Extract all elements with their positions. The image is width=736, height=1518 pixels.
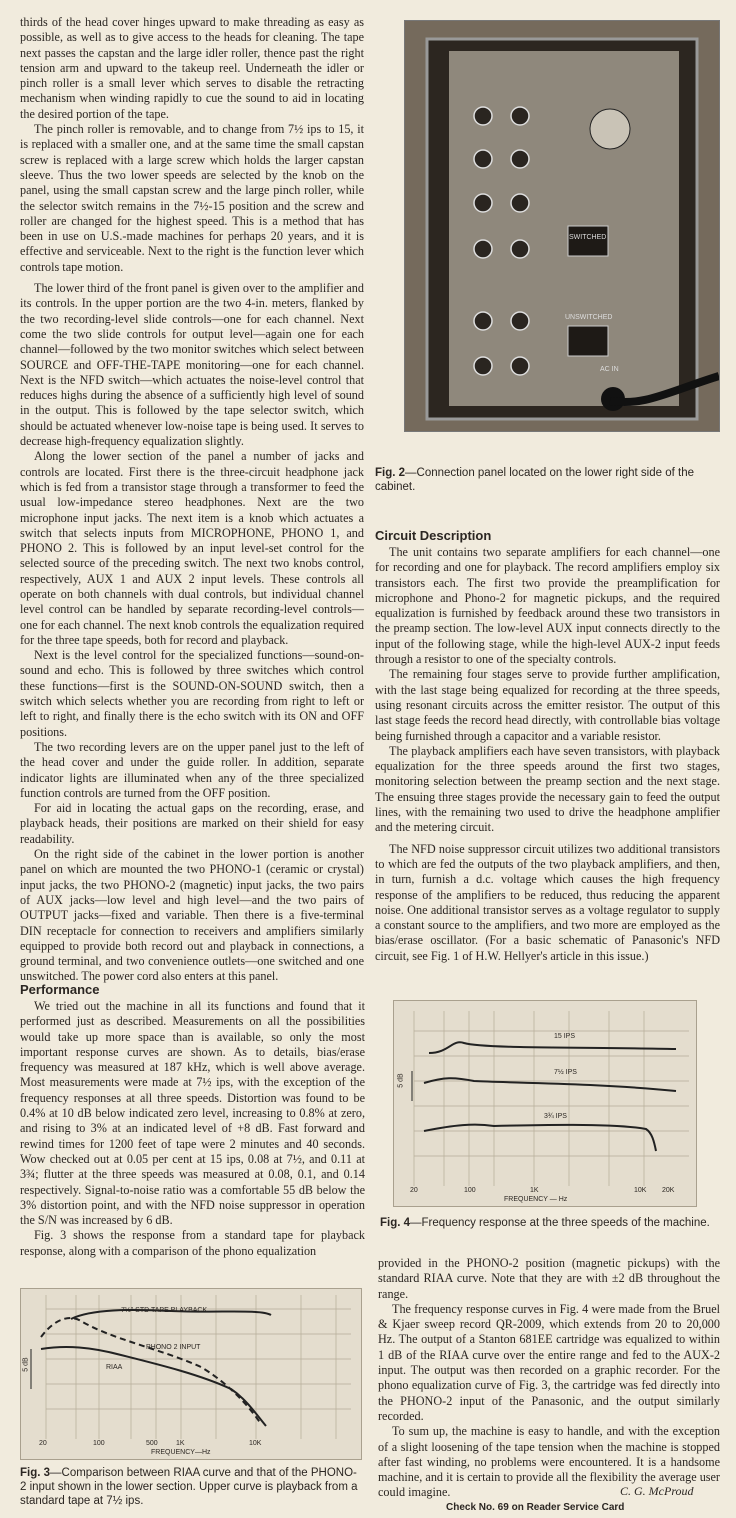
connection-panel-image: [405, 21, 719, 431]
left-column-text: [20, 15, 364, 985]
curve-3-75ips: [424, 1125, 656, 1151]
x-tick-100: 100: [93, 1440, 105, 1447]
paragraph: The remaining four stages serve to provide further amplification, with the last stage being equalized for recording at the three speeds, using resonant circuits across the emitter resistor. The output of this last stage feeds the record head directly, with controllable bias voltage being furnished through a capacitor and a variable resistor.: [375, 667, 720, 743]
fig3-plot: [21, 1289, 361, 1459]
fig4-caption: [380, 1216, 720, 1230]
paragraph: The two recording levers are on the upper panel just to the left of the head cover and under the guide roller. In addition, separate indicator lights are illuminated when any of the three specialized function controls are turned from the OFF position.: [20, 739, 364, 800]
fig4-graph: [393, 1000, 697, 1207]
curve-label-7-5ips: 7½ IPS: [554, 1069, 577, 1076]
right-bottom-text: [378, 1256, 720, 1501]
x-tick-20: 20: [39, 1440, 47, 1447]
x-tick-500: 500: [146, 1440, 158, 1447]
paragraph: The playback amplifiers each have seven transistors, with playback equalization for the three speeds around the first two stages, monitoring selection between the preamp section and the next stage. The ensuing three stages provide the necessary gain to feed the output lines, with the remaining two used to drive the headphone amplifier and the metering circuit.: [375, 743, 720, 835]
fig2-caption: [375, 466, 719, 494]
service-card-note: Check No. 69 on Reader Service Card: [446, 1502, 625, 1513]
paragraph: The lower third of the front panel is given over to the amplifier and its controls. In the upper portion are the two 4-in. meters, flanked by the two recording-level slide controls—one for each channel. Next come the two slide controls for output level—again one for each channel—followed by the two monitor switches which select between SOURCE and OFF-THE-TAPE monitoring—one for each channel. Next is the NFD switch—which actuates the noise-level control that reduces highs during the absence of a sufficiently high level of sound in the output. This is followed by the tape selector switch, which should be actuated whenever low-noise tape is being used. It serves to decrease high-frequency equalization slightly.: [20, 281, 364, 449]
curve-7-5ips: [424, 1078, 676, 1091]
paragraph: provided in the PHONO-2 position (magnetic pickups) with the standard RIAA curve. Note that they are with ±2 dB throughout the range.: [378, 1256, 720, 1301]
paragraph: Next is the level control for the specialized functions—sound-on-sound and echo. This is followed by three switches which control these functions—first is the SOUND-ON-SOUND switch, then a switch which selects whether you are recording from right to left or left to right, and finally there is the echo switch with its ON and OFF positions.: [20, 648, 364, 739]
paragraph: thirds of the head cover hinges upward to make threading as easy as possible, as well as to give access to the heads for cleaning. The tape next passes the capstan and the large idler roller, thence past the right tension arm and upward to the takeup reel. Underneath the idler or pinch roller is a small lever which serves to disable the retracting mechanism when winding rapidly to cue the sound to aid in locating the desired portion of the tape.: [20, 15, 364, 121]
paragraph: Fig. 3 shows the response from a standard tape for playback response, along with a comparison of the phono equalization: [20, 1228, 365, 1258]
curve-15ips: [429, 1042, 676, 1053]
x-tick-100: 100: [464, 1187, 476, 1194]
paragraph: The frequency response curves in Fig. 4 were made from the Bruel & Kjaer sweep record QR-2009, which extends from 20 to 20,000 Hz. The output of a Stanton 681EE cartridge was equalized to within 1 dB of the RIAA curve over the entire range and fed to the AUX-2 input. The output was then recorded on a graphic recorder. For the phono equalization curve of Fig. 3, the cartridge was fed directly into the PHONO-2 input of the Panasonic, and the output similarly recorded.: [378, 1301, 720, 1423]
circuit-heading: Circuit Description: [375, 528, 492, 543]
circuit-section: [375, 528, 720, 964]
fig2-photo: [404, 20, 720, 432]
paragraph: We tried out the machine in all its functions and found that it performed just as described. Measurements on all the possibilities would take up more space than is available, so only the most important response curves are shown. As to details, bias/erase frequency was measured at 187 kHz, which is well above average. Most measurements were made at 7½ ips, with the exception of the frequency responses at all three speeds. Distortion was found to be 0.4% at 10 dB below indicated zero level, increasing to 0.8% at zero, and rising to 3% at an indicated level of +8 dB. Fast forward and rewind times for 1200 feet of tape were 2 minutes and 40 seconds. Wow checked out at 0.05 per cent at 15 ips, 0.08 at 7½, and 0.11 at 3¾; flutter at the three speeds was measured at 0.08, 0.1, and 0.14 respectively. Signal-to-noise ratio was a comfortable 55 dB below the 3% distortion point, and with the NFD noise suppressor in operation the S/N was increased by 6 dB.: [20, 999, 365, 1228]
panel-label-ac-in: AC IN: [600, 366, 619, 373]
signature: C. G. McProud: [620, 1484, 694, 1498]
x-tick-10k: 10K: [634, 1187, 647, 1194]
paragraph: The NFD noise suppressor circuit utilizes two additional transistors to which are fed the outputs of the two playback amplifiers, and then, in turn, furnish a d.c. voltage which causes the high frequency response of the amplifiers to be reduced, thus reducing the apparent noise. One additional transistor serves as a voltage regulator to supply a constant source to the amplifiers, and two more are employed as the bias/erase oscillator. (For a basic schematic of Panasonic's NFD circuit, see Fig. 1 of H.W. Hellyer's article in this issue.): [375, 841, 720, 963]
performance-section: [20, 982, 365, 1259]
paragraph: The pinch roller is removable, and to change from 7½ ips to 15, it is replaced with a smaller one, and at the same time the small capstan screw is replaced with a large screw which holds the larger capstan sleeve. Thus the two lower speeds are selected by the knob on the panel, using the small capstan screw and the large pinch roller, while the selector switch remains in the 7½-15 position and the screw and roller are changed for the highest speed. This is a method that has been in use on U.S.-made machines for perhaps 20 years, and it is effective and serviceable. Next to the right is the function lever which controls tape motion.: [20, 122, 364, 274]
curve-label-phono2: PHONO 2 INPUT: [146, 1344, 201, 1351]
x-tick-1k: 1K: [530, 1187, 539, 1194]
fig4-plot: [394, 1001, 696, 1206]
curve-label-3-75ips: 3¾ IPS: [544, 1113, 567, 1120]
fig3-graph: [20, 1288, 362, 1460]
performance-heading: Performance: [20, 982, 100, 997]
paragraph: The unit contains two separate amplifiers for each channel—one for recording and one for playback. The record amplifiers employ six transistors each. The first two provide the preamplification for microphone and Phono-2 for magnetic pickups, and the required equalization is furnished by feedback around these two transistors in the preamp section. The low-level AUX input connects directly to the input of the following stage, while the high-level AUX-2 input feeds through a resistor to one of the specialty controls.: [375, 545, 720, 667]
fig4-label: Fig. 4: [380, 1217, 411, 1229]
curve-label-riaa: RIAA: [106, 1364, 123, 1371]
fig3-label: Fig. 3: [20, 1467, 51, 1479]
x-tick-10k: 10K: [249, 1440, 262, 1447]
fig4-caption-text: —Frequency response at the three speeds of the machine.: [410, 1217, 710, 1229]
fig2-label: Fig. 2: [375, 467, 406, 479]
fig3-caption-text: —Comparison between RIAA curve and that of the PHONO-2 input shown in the lower section. Upper curve is playback from a standard tape at 7½ ips.: [20, 1467, 358, 1507]
x-tick-20: 20: [410, 1187, 418, 1194]
paragraph: On the right side of the cabinet in the lower portion is another panel on which are mounted the two PHONO-1 (ceramic or crystal) input jacks, the two PHONO-2 (magnetic) input jacks, the two pairs of AUX jacks—low level and high level—and the two pairs of OUTPUT jacks—fixed and variable. Then there is a five-terminal DIN receptacle for connection to receivers and amplifiers similarly equipped to provide both record out and playback in connections, a ground terminal, and two convenience outlets—one switched and one unswitched. The power cord also enters at this panel.: [20, 847, 364, 984]
x-axis-label: FREQUENCY—Hz: [151, 1449, 211, 1456]
curve-label-std-tape: 7½" STD TAPE PLAYBACK: [121, 1307, 208, 1314]
paragraph: For aid in locating the actual gaps on the recording, erase, and playback heads, their positions are marked on their shield for easy readability.: [20, 801, 364, 846]
fig2-caption-text: —Connection panel located on the lower right side of the cabinet.: [375, 467, 694, 493]
db-label: 5 dB: [22, 1357, 30, 1372]
x-axis-label: FREQUENCY — Hz: [504, 1196, 568, 1203]
panel-label-unswitched: UNSWITCHED: [565, 314, 613, 321]
x-tick-1k: 1K: [176, 1440, 185, 1447]
db-label: 5 dB: [397, 1073, 405, 1088]
fig3-caption: [20, 1466, 360, 1508]
paragraph: Along the lower section of the panel a number of jacks and controls are located. First there is the three-circuit headphone jack which is fed from a transistor stage through a transformer to feed the usual low-impedance stereo headphones. Next are the two microphone input jacks. The next item is a knob which actuates a switch that selects inputs from MICROPHONE, PHONO 1, and PHONO 2. This is followed by an input level-set control for the selected source of the preceding switch. The next two knobs control, respectively, AUX 1 and AUX 2 input levels. These controls all operate on both channels with dual controls, but individual channel level control can be handled by separate recording-level controls—one for each channel. The next knob controls the equalization required for the three tape speeds, both for record and playback.: [20, 449, 364, 647]
panel-label-switched: SWITCHED: [569, 234, 607, 241]
paragraph: To sum up, the machine is easy to handle, and with the exception of a slight loosening of the tape tension when the machine is stopped after fast winding, no problems were encountered. It is a handsome machine, and it is certain to provide all the flexibility the average user could imagine.: [378, 1424, 720, 1500]
curve-label-15ips: 15 IPS: [554, 1033, 576, 1040]
x-tick-20k: 20K: [662, 1187, 675, 1194]
